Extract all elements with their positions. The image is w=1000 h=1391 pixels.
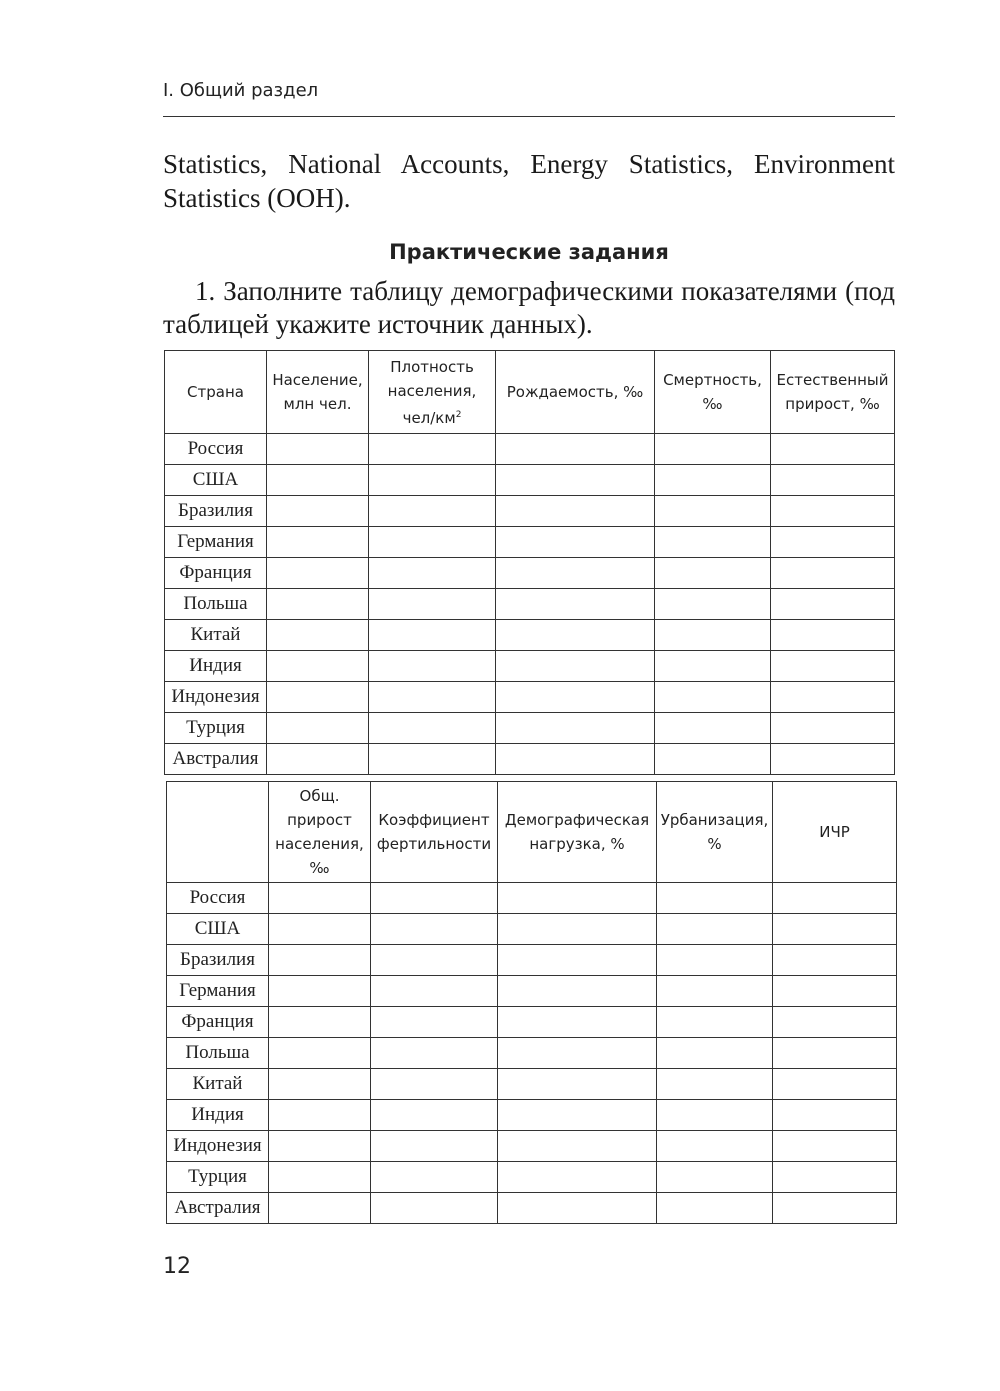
empty-data-cell[interactable]	[369, 620, 496, 651]
header-density	[369, 351, 496, 434]
empty-data-cell[interactable]	[655, 465, 771, 496]
table-header-row	[165, 351, 895, 434]
empty-data-cell[interactable]	[498, 1193, 657, 1224]
empty-data-cell[interactable]	[496, 434, 655, 465]
empty-data-cell[interactable]	[773, 976, 897, 1007]
empty-data-cell[interactable]	[496, 527, 655, 558]
country-cell: США	[165, 465, 267, 496]
empty-data-cell[interactable]	[267, 651, 369, 682]
empty-data-cell[interactable]	[371, 1007, 498, 1038]
table-row	[165, 527, 895, 558]
empty-data-cell[interactable]	[496, 744, 655, 775]
table-row	[167, 1038, 897, 1069]
empty-data-cell[interactable]	[269, 945, 371, 976]
country-cell: Польша	[165, 589, 267, 620]
empty-data-cell[interactable]	[655, 713, 771, 744]
header-density-text: Плотность населения, чел/км	[387, 357, 477, 427]
empty-data-cell[interactable]	[269, 1131, 371, 1162]
empty-data-cell[interactable]	[655, 651, 771, 682]
empty-data-cell[interactable]	[269, 1038, 371, 1069]
empty-data-cell[interactable]	[771, 589, 895, 620]
country-cell: Китай	[167, 1069, 269, 1100]
table-row	[167, 1100, 897, 1131]
empty-data-cell[interactable]	[773, 1193, 897, 1224]
empty-data-cell[interactable]	[269, 976, 371, 1007]
table-row	[167, 976, 897, 1007]
empty-data-cell[interactable]	[496, 651, 655, 682]
empty-data-cell[interactable]	[771, 465, 895, 496]
table-row	[167, 1069, 897, 1100]
empty-data-cell[interactable]	[498, 1007, 657, 1038]
empty-data-cell[interactable]	[371, 976, 498, 1007]
empty-data-cell[interactable]	[371, 1038, 498, 1069]
country-cell: Индия	[165, 651, 267, 682]
empty-data-cell[interactable]	[496, 465, 655, 496]
table-row	[165, 713, 895, 744]
empty-data-cell[interactable]	[657, 883, 773, 914]
table-row	[165, 589, 895, 620]
empty-data-cell[interactable]	[369, 682, 496, 713]
empty-data-cell[interactable]	[773, 1038, 897, 1069]
country-cell: Турция	[167, 1162, 269, 1193]
table-row	[165, 558, 895, 589]
empty-data-cell[interactable]	[657, 945, 773, 976]
table-row	[167, 945, 897, 976]
empty-data-cell[interactable]	[371, 1162, 498, 1193]
empty-data-cell[interactable]	[371, 945, 498, 976]
empty-data-cell[interactable]	[267, 558, 369, 589]
empty-data-cell[interactable]	[655, 589, 771, 620]
header-urbanization: Урбанизация, %	[657, 782, 773, 883]
empty-data-cell[interactable]	[267, 527, 369, 558]
empty-data-cell[interactable]	[369, 496, 496, 527]
empty-data-cell[interactable]	[371, 1100, 498, 1131]
empty-data-cell[interactable]	[655, 558, 771, 589]
country-cell: Германия	[167, 976, 269, 1007]
empty-data-cell[interactable]	[496, 589, 655, 620]
empty-data-cell[interactable]	[771, 682, 895, 713]
country-cell: США	[167, 914, 269, 945]
country-cell: Россия	[167, 883, 269, 914]
empty-data-cell[interactable]	[496, 713, 655, 744]
empty-data-cell[interactable]	[496, 682, 655, 713]
empty-data-cell[interactable]	[267, 713, 369, 744]
country-cell: Индонезия	[167, 1131, 269, 1162]
empty-data-cell[interactable]	[369, 558, 496, 589]
empty-data-cell[interactable]	[267, 589, 369, 620]
country-cell: Австралия	[167, 1193, 269, 1224]
empty-data-cell[interactable]	[498, 976, 657, 1007]
empty-data-cell[interactable]	[773, 1162, 897, 1193]
country-cell: Франция	[167, 1007, 269, 1038]
empty-data-cell[interactable]	[773, 1069, 897, 1100]
empty-data-cell[interactable]	[369, 744, 496, 775]
empty-data-cell[interactable]	[773, 1131, 897, 1162]
empty-data-cell[interactable]	[771, 558, 895, 589]
demographics-table-1	[164, 350, 895, 775]
empty-data-cell[interactable]	[655, 527, 771, 558]
table-row	[165, 744, 895, 775]
empty-data-cell[interactable]	[371, 1069, 498, 1100]
empty-data-cell[interactable]	[371, 883, 498, 914]
empty-data-cell[interactable]	[771, 527, 895, 558]
section-title: Практические задания	[389, 240, 669, 264]
empty-data-cell[interactable]	[269, 1162, 371, 1193]
empty-data-cell[interactable]	[657, 1038, 773, 1069]
empty-data-cell[interactable]	[369, 589, 496, 620]
country-cell: Австралия	[165, 744, 267, 775]
empty-data-cell[interactable]	[657, 976, 773, 1007]
header-dependency-ratio: Демографическая нагрузка, %	[498, 782, 657, 883]
empty-data-cell[interactable]	[655, 434, 771, 465]
empty-data-cell[interactable]	[657, 1069, 773, 1100]
table-row	[165, 434, 895, 465]
empty-data-cell[interactable]	[771, 651, 895, 682]
empty-data-cell[interactable]	[655, 744, 771, 775]
header-rule	[163, 116, 895, 117]
empty-data-cell[interactable]	[369, 527, 496, 558]
country-cell: Индия	[167, 1100, 269, 1131]
empty-data-cell[interactable]	[267, 496, 369, 527]
empty-data-cell[interactable]	[369, 465, 496, 496]
table-row	[167, 1007, 897, 1038]
empty-data-cell[interactable]	[773, 945, 897, 976]
empty-data-cell[interactable]	[371, 914, 498, 945]
header-blank	[167, 782, 269, 883]
empty-data-cell[interactable]	[657, 914, 773, 945]
empty-data-cell[interactable]	[771, 713, 895, 744]
country-cell: Индонезия	[165, 682, 267, 713]
empty-data-cell[interactable]	[657, 1131, 773, 1162]
header-natural-increase: Естественный прирост, ‰	[771, 351, 895, 434]
country-cell: Китай	[165, 620, 267, 651]
country-cell: Бразилия	[167, 945, 269, 976]
empty-data-cell[interactable]	[267, 744, 369, 775]
empty-data-cell[interactable]	[369, 434, 496, 465]
empty-data-cell[interactable]	[371, 1131, 498, 1162]
empty-data-cell[interactable]	[269, 914, 371, 945]
table-row	[167, 1162, 897, 1193]
empty-data-cell[interactable]	[496, 558, 655, 589]
header-hdi: ИЧР	[773, 782, 897, 883]
empty-data-cell[interactable]	[498, 914, 657, 945]
empty-data-cell[interactable]	[655, 620, 771, 651]
empty-data-cell[interactable]	[773, 914, 897, 945]
empty-data-cell[interactable]	[267, 682, 369, 713]
empty-data-cell[interactable]	[496, 620, 655, 651]
empty-data-cell[interactable]	[269, 883, 371, 914]
header-density-superscript: 2	[455, 409, 462, 420]
empty-data-cell[interactable]	[655, 496, 771, 527]
empty-data-cell[interactable]	[496, 496, 655, 527]
empty-data-cell[interactable]	[498, 1131, 657, 1162]
empty-data-cell[interactable]	[269, 1069, 371, 1100]
empty-data-cell[interactable]	[269, 1193, 371, 1224]
table-row	[165, 651, 895, 682]
country-cell: Бразилия	[165, 496, 267, 527]
task-paragraph: 1. Заполните таблицу демографическими показателями (под таблицей укажите источник данных).	[163, 276, 895, 339]
empty-data-cell[interactable]	[657, 1007, 773, 1038]
empty-data-cell[interactable]	[369, 713, 496, 744]
empty-data-cell[interactable]	[655, 682, 771, 713]
empty-data-cell[interactable]	[269, 1100, 371, 1131]
empty-data-cell[interactable]	[371, 1193, 498, 1224]
country-cell: Польша	[167, 1038, 269, 1069]
header-fertility: Коэффициент фертильности	[371, 782, 498, 883]
table-row	[167, 1131, 897, 1162]
table-row	[167, 1193, 897, 1224]
empty-data-cell[interactable]	[267, 434, 369, 465]
empty-data-cell[interactable]	[773, 1100, 897, 1131]
header-population: Население, млн чел.	[267, 351, 369, 434]
empty-data-cell[interactable]	[771, 434, 895, 465]
empty-data-cell[interactable]	[267, 620, 369, 651]
empty-data-cell[interactable]	[498, 1100, 657, 1131]
header-birth-rate: Рождаемость, ‰	[496, 351, 655, 434]
empty-data-cell[interactable]	[267, 465, 369, 496]
country-cell: Франция	[165, 558, 267, 589]
table-header-row	[167, 782, 897, 883]
table-row	[167, 883, 897, 914]
intro-paragraph: Statistics, National Accounts, Energy Statistics, Environment Statistics (ООН).	[163, 149, 895, 213]
empty-data-cell[interactable]	[498, 883, 657, 914]
empty-data-cell[interactable]	[498, 1038, 657, 1069]
empty-data-cell[interactable]	[771, 620, 895, 651]
running-head: I. Общий раздел	[163, 80, 319, 101]
table-row	[165, 682, 895, 713]
empty-data-cell[interactable]	[773, 1007, 897, 1038]
empty-data-cell[interactable]	[498, 1162, 657, 1193]
demographics-table-2	[166, 781, 897, 1224]
table-row	[165, 496, 895, 527]
table-row	[165, 620, 895, 651]
empty-data-cell[interactable]	[369, 651, 496, 682]
empty-data-cell[interactable]	[657, 1100, 773, 1131]
header-country: Страна	[165, 351, 267, 434]
country-cell: Германия	[165, 527, 267, 558]
table-row	[165, 465, 895, 496]
empty-data-cell[interactable]	[657, 1193, 773, 1224]
empty-data-cell[interactable]	[771, 496, 895, 527]
empty-data-cell[interactable]	[498, 945, 657, 976]
country-cell: Турция	[165, 713, 267, 744]
header-death-rate: Смертность, ‰	[655, 351, 771, 434]
table-row	[167, 914, 897, 945]
country-cell: Россия	[165, 434, 267, 465]
empty-data-cell[interactable]	[269, 1007, 371, 1038]
empty-data-cell[interactable]	[498, 1069, 657, 1100]
header-total-growth: Общ. прирост населения, ‰	[269, 782, 371, 883]
empty-data-cell[interactable]	[771, 744, 895, 775]
empty-data-cell[interactable]	[657, 1162, 773, 1193]
page-number: 12	[163, 1254, 191, 1279]
empty-data-cell[interactable]	[773, 883, 897, 914]
